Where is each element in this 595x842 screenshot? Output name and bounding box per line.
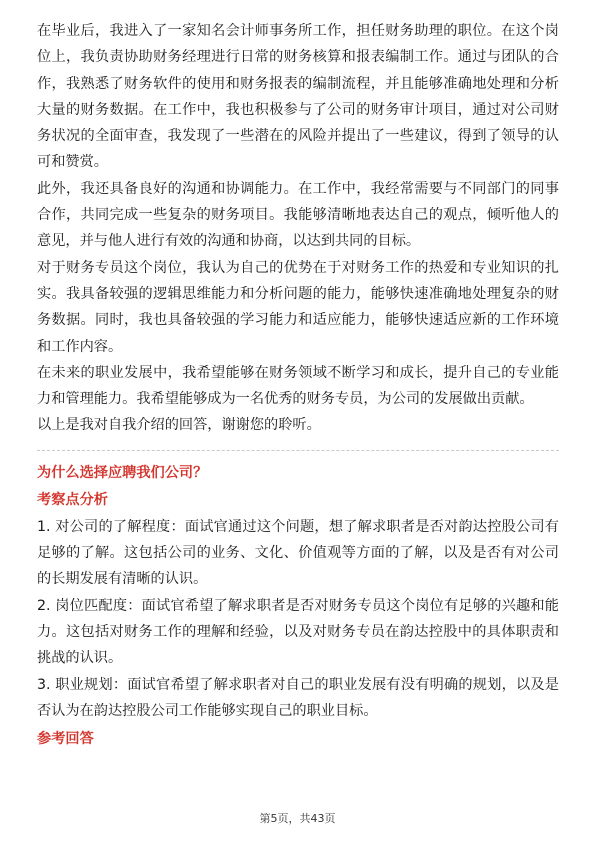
analysis-item: 1. 对公司的了解程度：面试官通过这个问题，想了解求职者是否对韵达控股公司有足够的了解。这包括公司的业务、文化、价值观等方面的了解，以及是否有对公司的长期发展有清晰的认识。 xyxy=(37,518,559,588)
section-divider xyxy=(37,450,559,451)
paragraph-career-goals: 在未来的职业发展中，我希望能够在财务领域不断学习和成长，提升自己的专业能力和管理能力。我希望能够成为一名优秀的财务专员，为公司的发展做出贡献。 xyxy=(37,364,559,408)
document-body xyxy=(37,18,559,751)
paragraph-communication: 此外，我还具备良好的沟通和协调能力。在工作中，我经常需要与不同部门的同事合作，共同完成一些复杂的财务项目。我能够清晰地表达自己的观点，倾听他人的意见，并与他人进行有效的沟通和协商，以达到共同的目标。 xyxy=(37,180,559,250)
analysis-heading: 考察点分析 xyxy=(37,491,108,508)
analysis-list xyxy=(37,514,559,724)
paragraph-closing: 以上是我对自我介绍的回答，谢谢您的聆听。 xyxy=(37,417,321,434)
paragraph-experience: 在毕业后，我进入了一家知名会计师事务所工作，担任财务助理的职位。在这个岗位上，我负责协助财务经理进行日常的财务核算和报表编制工作。通过与团队的合作，我熟悉了财务软件的使用和财务报表的编制流程，并且能够准确地处理和分析大量的财务数据。在工作中，我也积极参与了公司的财务审计项目，通过对公司财务状况的全面审查，我发现了一些潜在的风险并提出了一些建议，得到了领导的认可和赞赏。 xyxy=(37,23,559,171)
page-footer: 第5页，共43页 xyxy=(259,812,336,825)
answer-heading: 参考回答 xyxy=(37,731,94,748)
question-heading: 为什么选择应聘我们公司？ xyxy=(37,464,208,481)
analysis-item: 2. 岗位匹配度：面试官希望了解求职者是否对财务专员这个岗位有足够的兴趣和能力。这包括对财务工作的理解和经验，以及对财务专员在韵达控股中的具体职责和挑战的认识。 xyxy=(37,597,559,667)
paragraph-strengths: 对于财务专员这个岗位，我认为自己的优势在于对财务工作的热爱和专业知识的扎实。我具备较强的逻辑思维能力和分析问题的能力，能够快速准确地处理复杂的财务数据。同时，我也具备较强的学习能力和适应能力，能够快速适应新的工作环境和工作内容。 xyxy=(37,259,559,355)
analysis-item: 3. 职业规划：面试官希望了解求职者对自己的职业发展有没有明确的规划，以及是否认为在韵达控股公司工作能够实现自己的职业目标。 xyxy=(37,676,559,719)
